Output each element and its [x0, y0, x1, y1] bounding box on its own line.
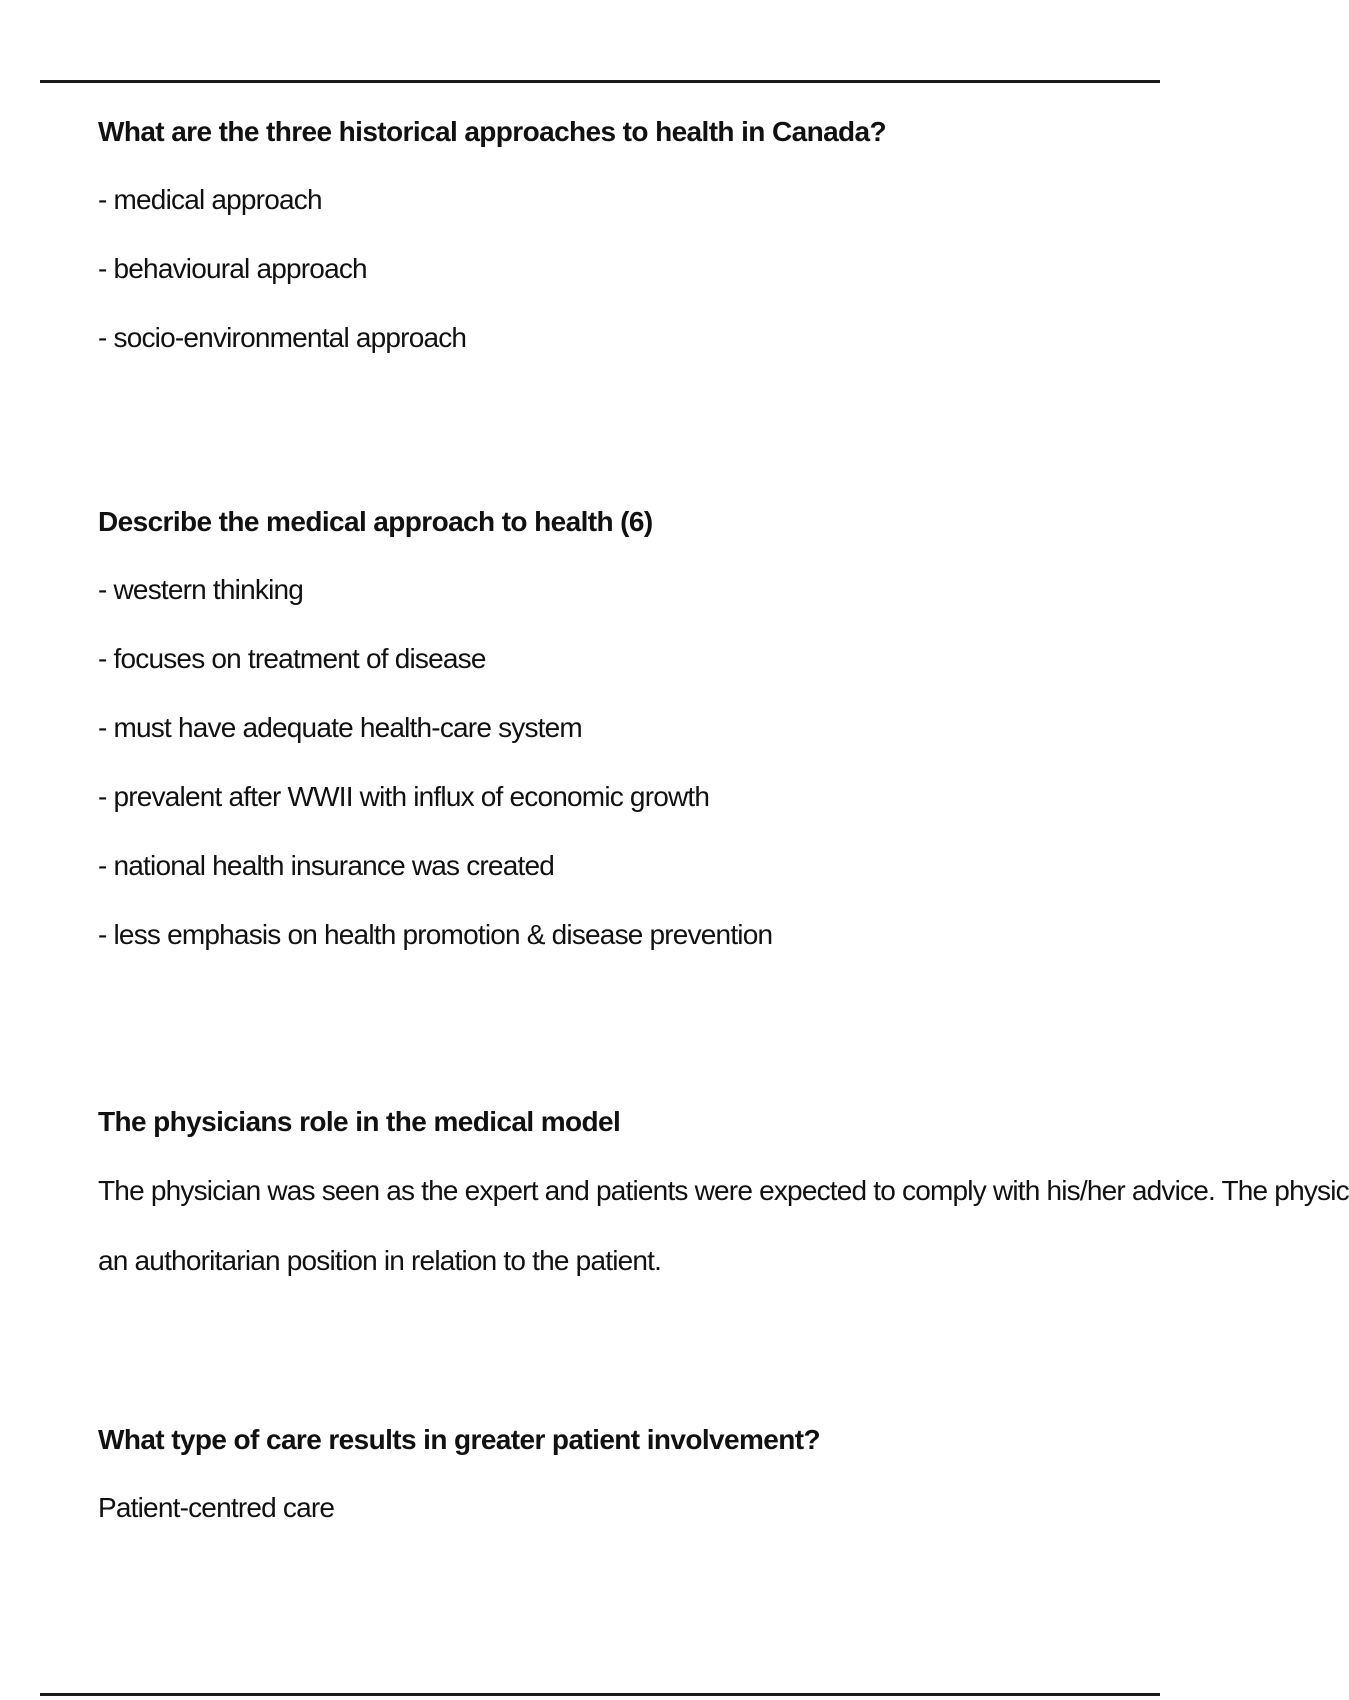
qa-card: [98, 502, 772, 984]
top-divider: [40, 80, 1160, 83]
answer-line: - western thinking: [98, 574, 304, 605]
question-text: Describe the medical approach to health (6): [98, 506, 653, 537]
question-text: The physicians role in the medical model: [98, 1106, 621, 1137]
answer-line: - national health insurance was created: [98, 850, 554, 881]
answer-paragraph-line: an authoritarian position in relation to the patient.: [98, 1245, 662, 1276]
answer-line: - medical approach: [98, 184, 322, 215]
answer-line: - behavioural approach: [98, 253, 367, 284]
qa-card: [98, 1420, 820, 1557]
answer-line: Patient-centred care: [98, 1492, 335, 1523]
qa-card: [98, 1102, 1349, 1296]
answer-line: - socio-environmental approach: [98, 322, 467, 353]
question-text: What are the three historical approaches to health in Canada?: [98, 116, 887, 147]
qa-card: [98, 112, 886, 387]
answer-line: - must have adequate health-care system: [98, 712, 582, 743]
answer-line: - focuses on treatment of disease: [98, 643, 486, 674]
question-text: What type of care results in greater patient involvement?: [98, 1424, 820, 1455]
answer-line: - prevalent after WWII with influx of economic growth: [98, 781, 710, 812]
answer-line: - less emphasis on health promotion & disease prevention: [98, 919, 773, 950]
answer-paragraph-line: The physician was seen as the expert and patients were expected to comply with his/her advice. The physic: [98, 1175, 1349, 1206]
bottom-divider: [40, 1693, 1160, 1696]
